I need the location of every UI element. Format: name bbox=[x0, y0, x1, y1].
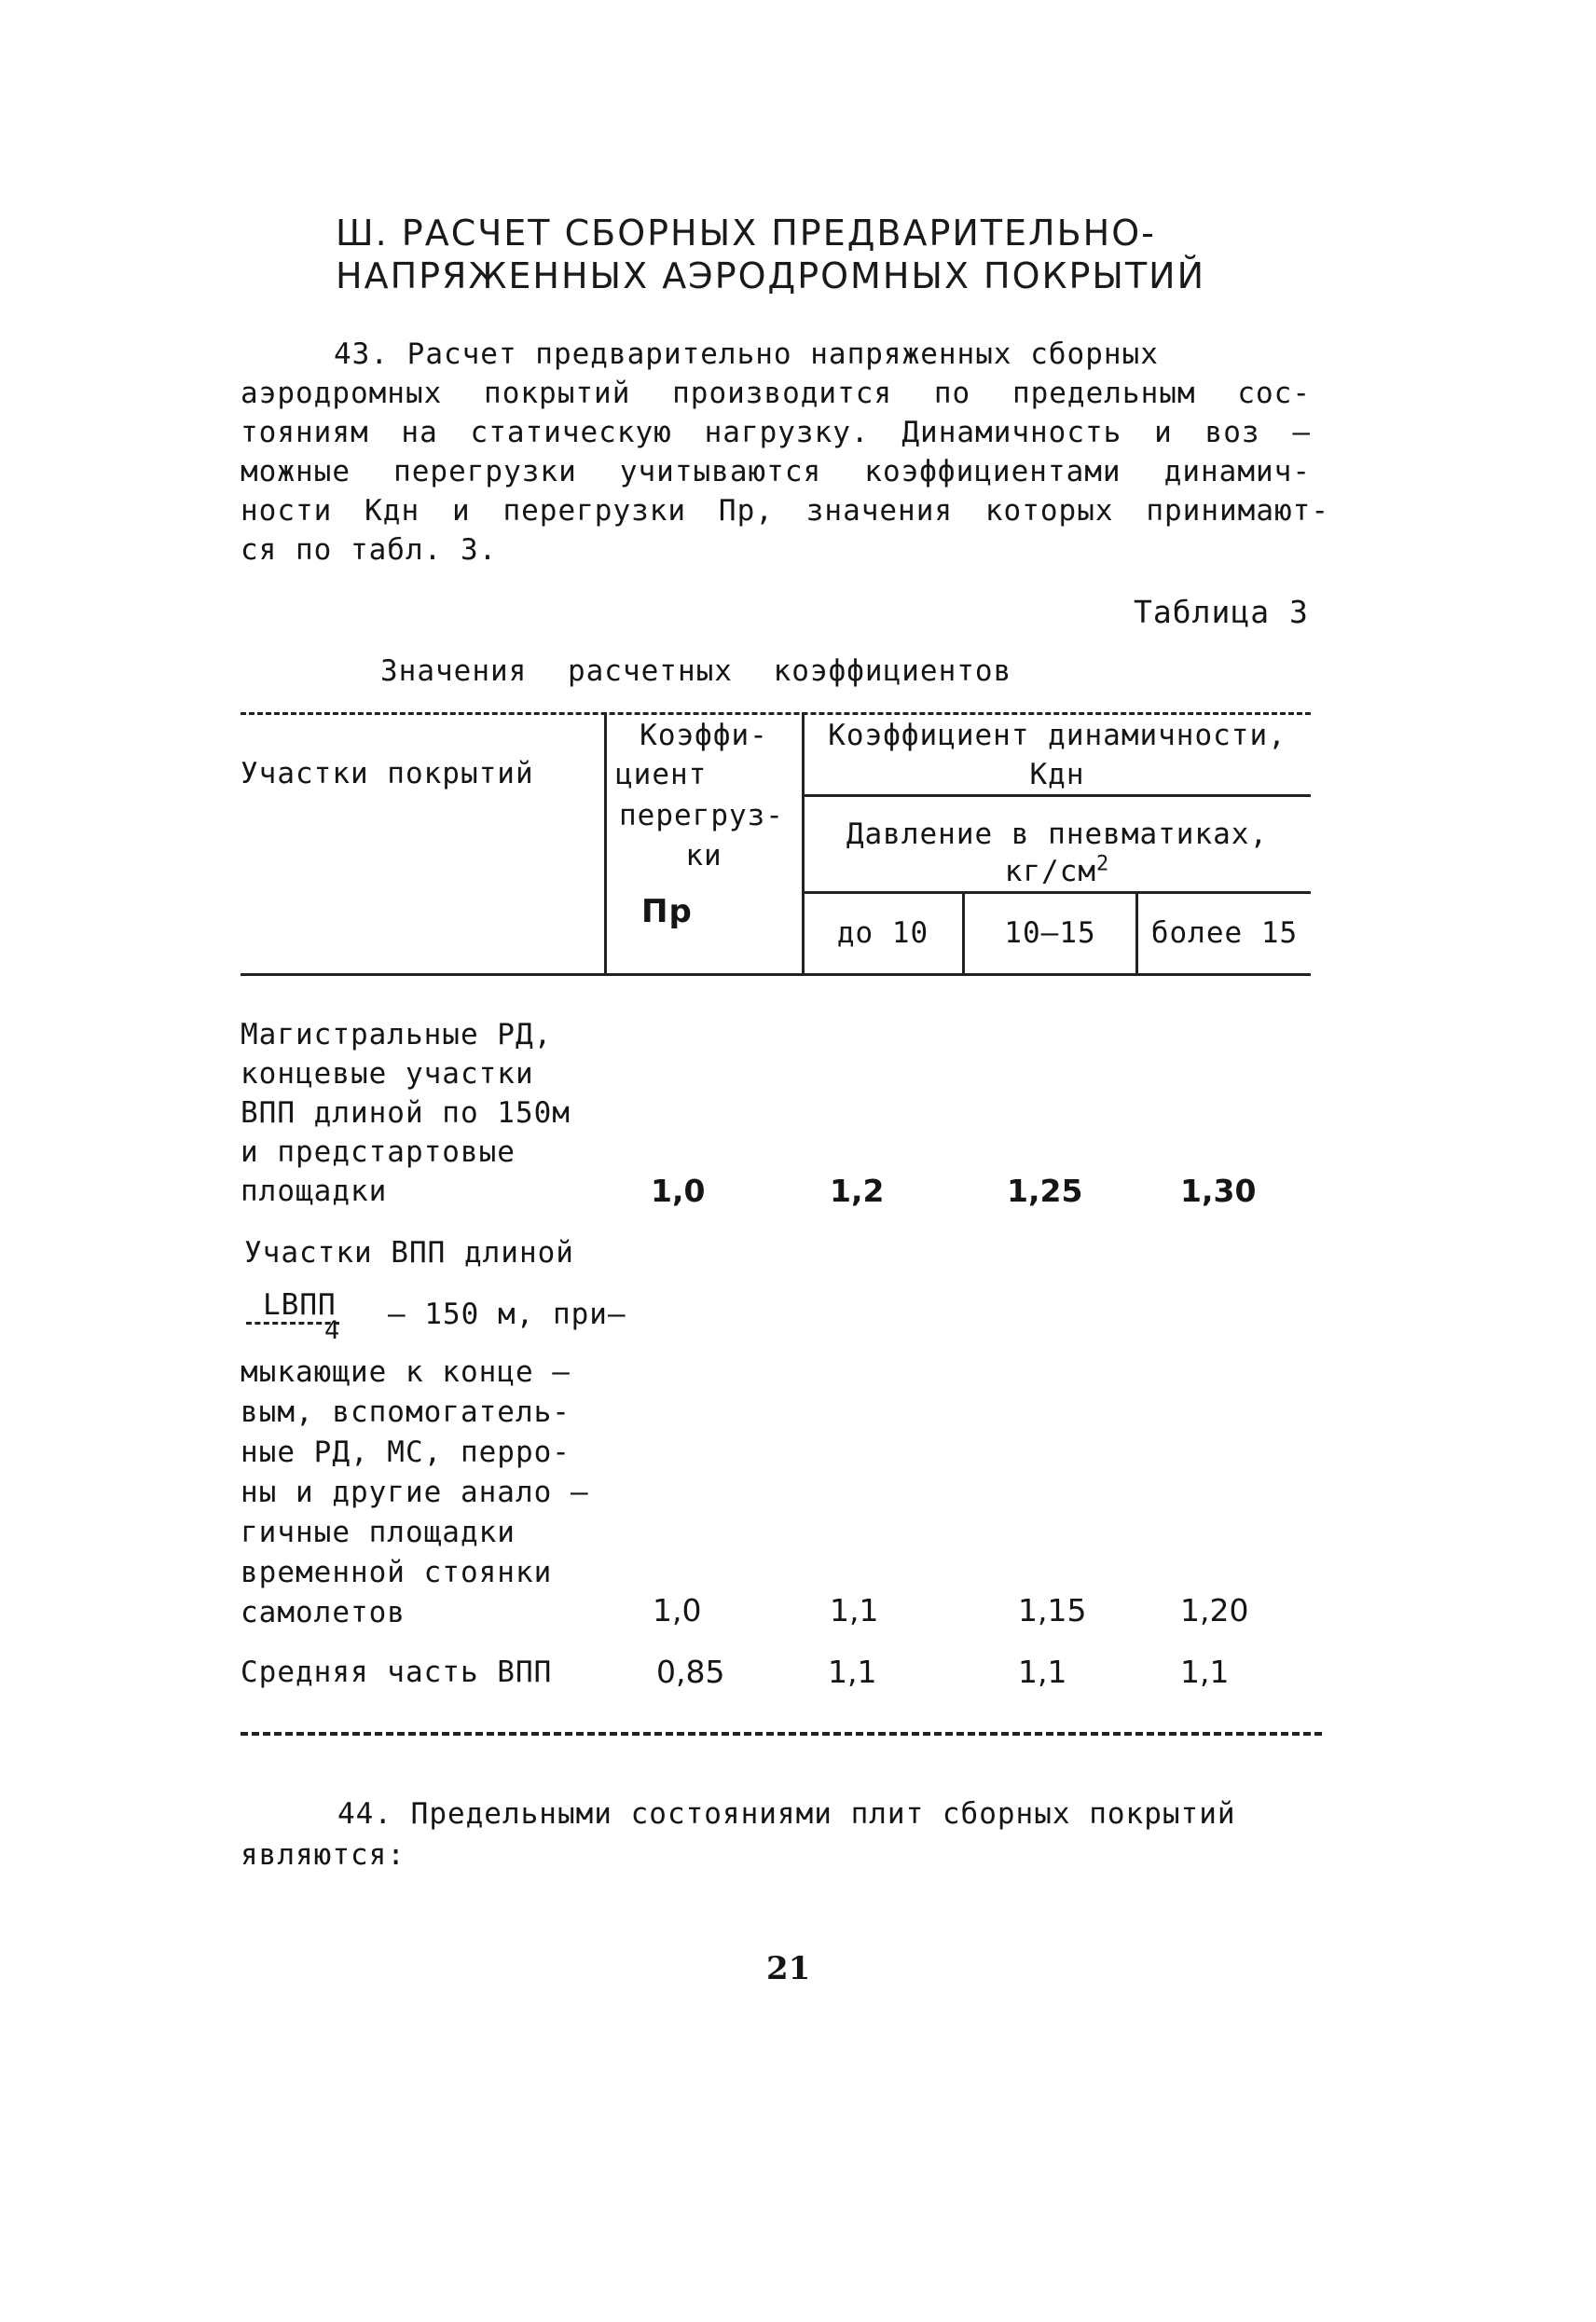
row2-fraction-numerator: LВПП bbox=[263, 1288, 337, 1322]
para43-line-3: тояниям на статическую нагрузку. Динамичность и воз – bbox=[241, 416, 1311, 449]
para44-line-2: являются: bbox=[241, 1838, 406, 1872]
row2-line-7: временной стоянки bbox=[241, 1556, 553, 1589]
row1-line-2: концевые участки bbox=[241, 1057, 534, 1091]
header-coef-line-3: перегруз- bbox=[619, 799, 784, 832]
row1-kdn-10-15: 1,25 bbox=[1007, 1173, 1083, 1209]
para43-line-6: ся по табл. 3. bbox=[241, 533, 498, 567]
para43-line-2: аэродромных покрытий производится по предельным сос- bbox=[241, 377, 1311, 410]
header-coef-symbol: Пр bbox=[641, 893, 693, 930]
header-coef-line-2: циент bbox=[615, 758, 708, 791]
row1-kdn-over-15: 1,30 bbox=[1180, 1173, 1257, 1209]
row2-line-4: ные РД, МС, перро- bbox=[241, 1436, 571, 1469]
header-pressure-unit bbox=[804, 852, 1311, 888]
row2-kdn-over-15: 1,20 bbox=[1180, 1592, 1249, 1628]
header-sections: Участки покрытий bbox=[241, 757, 534, 790]
row2-overload: 1,0 bbox=[653, 1592, 702, 1628]
header-pressure-line-1: Давление в пневматиках, bbox=[846, 818, 1269, 851]
row1-line-5: площадки bbox=[241, 1175, 388, 1208]
table-number: Таблица 3 bbox=[1134, 594, 1309, 630]
row2-fraction-tail: – 150 м, при– bbox=[388, 1298, 626, 1331]
row3-kdn-10-15: 1,1 bbox=[1018, 1654, 1067, 1690]
section-title-line-2: НАПРЯЖЕННЫХ АЭРОДРОМНЫХ ПОКРЫТИЙ bbox=[336, 255, 1206, 296]
para43-line-1: 43. Расчет предварительно напряженных сборных bbox=[334, 337, 1159, 371]
row1-line-4: и предстартовые bbox=[241, 1135, 516, 1169]
subheader-over-15: более 15 bbox=[1150, 916, 1299, 950]
row2-line-2: мыкающие к конце – bbox=[241, 1355, 571, 1389]
row1-kdn-up-to-10: 1,2 bbox=[830, 1173, 885, 1209]
header-coef-line-1: Коэффи- bbox=[640, 719, 768, 752]
header-dynamic-line-1: Коэффициент динамичности, bbox=[828, 719, 1286, 752]
para43-line-4: можные перегрузки учитываются коэффициентами динамич- bbox=[241, 455, 1311, 488]
section-title-line-1: Ш. РАСЧЕТ СБОРНЫХ ПРЕДВАРИТЕЛЬНО- bbox=[336, 213, 1156, 254]
row2-fraction-denominator: 4 bbox=[324, 1316, 341, 1345]
header-dynamic-line-2: Кдн bbox=[1029, 758, 1085, 791]
page-number: 21 bbox=[766, 1950, 811, 1987]
row2-line-6: гичные площадки bbox=[241, 1516, 516, 1549]
row3-line-1: Средняя часть ВПП bbox=[241, 1656, 553, 1689]
row2-kdn-10-15: 1,15 bbox=[1018, 1592, 1087, 1628]
pressure-unit-text: кг/см bbox=[1004, 855, 1097, 888]
row1-overload: 1,0 bbox=[651, 1173, 706, 1209]
table-bottom-rule bbox=[241, 1732, 1322, 1736]
subheader-10-15: 10–15 bbox=[1004, 916, 1096, 950]
row2-line-8: самолетов bbox=[241, 1596, 406, 1629]
row2-line-1: Участки ВПП длиной bbox=[244, 1236, 574, 1270]
row1-line-3: ВПП длиной по 150м bbox=[241, 1096, 571, 1130]
row2-line-5: ны и другие анало – bbox=[241, 1476, 589, 1509]
row3-kdn-up-to-10: 1,1 bbox=[828, 1654, 877, 1690]
table-caption: Значения расчетных коэффициентов bbox=[380, 654, 1012, 688]
para44-line-1: 44. Предельными состояниями плит сборных покрытий bbox=[337, 1797, 1236, 1831]
row2-kdn-up-to-10: 1,1 bbox=[830, 1592, 879, 1628]
row2-line-3: вым, вспомогатель- bbox=[241, 1395, 571, 1429]
row3-kdn-over-15: 1,1 bbox=[1180, 1654, 1230, 1690]
header-coef-line-4: ки bbox=[685, 839, 722, 872]
row1-line-1: Магистральные РД, bbox=[241, 1018, 553, 1051]
pressure-unit-exponent: 2 bbox=[1096, 852, 1110, 876]
subheader-up-to-10: до 10 bbox=[836, 916, 929, 950]
row3-overload: 0,85 bbox=[656, 1654, 725, 1690]
para43-line-5: ности Кдн и перегрузки Пр, значения которых принимают- bbox=[241, 494, 1329, 528]
